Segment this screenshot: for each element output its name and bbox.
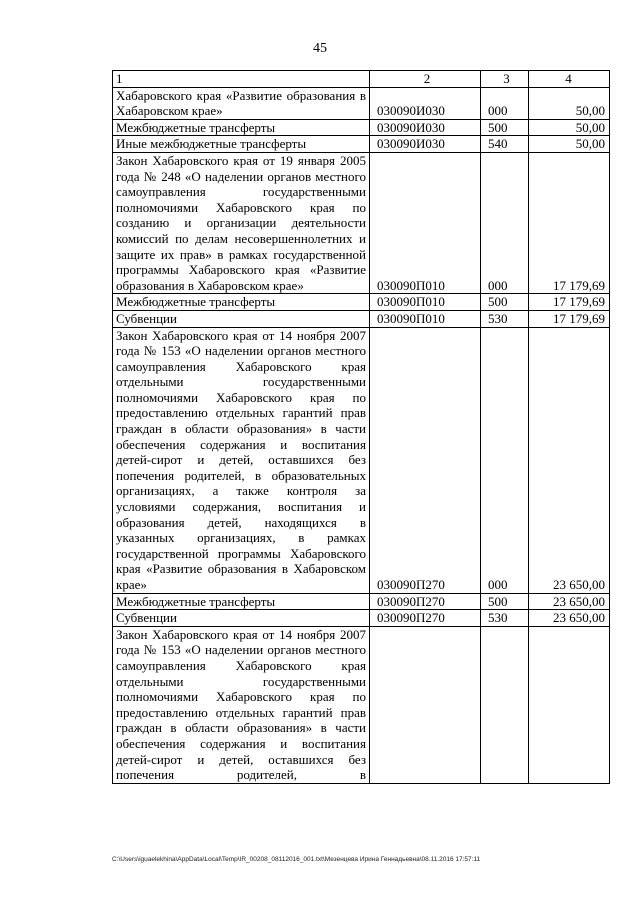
row-name: Закон Хабаровского края от 14 ноября 2007 года № 153 «О наделении органов местного самоуправления Хабаровского края отдельными государственными полномочиями Хабаровского края по предоставлению отдельных гарантий прав граждан в области образования» в части обеспечения содержания и воспитания детей-сирот и детей, оставшихся без попечения родителей, в xyxy=(113,626,370,783)
row-type: 000 xyxy=(481,327,529,593)
row-code: 030090П010 xyxy=(370,294,481,311)
row-amount: 50,00 xyxy=(529,119,610,136)
row-name: Закон Хабаровского края от 14 ноября 2007 года № 153 «О наделении органов местного самоуправления Хабаровского края отдельными государственными полномочиями Хабаровского края по предоставлению отдельных гарантий прав граждан в области образования» в части обеспечения содержания и воспитания детей-сирот и детей, оставшихся без попечения родителей, в образовательных организациях, а также контроля за условиями содержания, воспитания и образования детей, находящихся в указанных организациях, в рамках государственной программы Хабаровского края «Развитие образования в Хабаровском крае» xyxy=(113,327,370,593)
row-amount: 17 179,69 xyxy=(529,310,610,327)
row-name: Межбюджетные трансферты xyxy=(113,593,370,610)
row-name: Межбюджетные трансферты xyxy=(113,119,370,136)
table-row xyxy=(113,593,610,610)
table-row xyxy=(113,119,610,136)
row-name: Межбюджетные трансферты xyxy=(113,294,370,311)
row-amount: 50,00 xyxy=(529,136,610,153)
row-amount: 17 179,69 xyxy=(529,294,610,311)
row-name: Закон Хабаровского края от 19 января 2005 года № 248 «О наделении органов местного самоуправления государственными полномочиями Хабаровского края по созданию и организации деятельности комиссий по делам несовершеннолетних и защите их прав» в рамках государственной программы Хабаровского края «Развитие образования в Хабаровском крае» xyxy=(113,152,370,293)
row-code: 030090П010 xyxy=(370,310,481,327)
row-type: 000 xyxy=(481,152,529,293)
header-col-2: 2 xyxy=(370,71,481,88)
row-type: 530 xyxy=(481,610,529,627)
row-name: Субвенции xyxy=(113,610,370,627)
row-type: 530 xyxy=(481,310,529,327)
table-row xyxy=(113,136,610,153)
row-code: 030090П010 xyxy=(370,152,481,293)
row-code: 030090П270 xyxy=(370,593,481,610)
row-name: Хабаровского края «Развитие образования в Хабаровском крае» xyxy=(113,87,370,119)
table-row xyxy=(113,327,610,593)
row-type: 540 xyxy=(481,136,529,153)
row-amount: 17 179,69 xyxy=(529,152,610,293)
row-amount: 23 650,00 xyxy=(529,593,610,610)
budget-table xyxy=(112,70,610,784)
row-type: 000 xyxy=(481,87,529,119)
row-name: Иные межбюджетные трансферты xyxy=(113,136,370,153)
row-amount: 23 650,00 xyxy=(529,610,610,627)
header-col-4: 4 xyxy=(529,71,610,88)
row-type: 500 xyxy=(481,119,529,136)
row-code xyxy=(370,626,481,783)
row-code: 030090П270 xyxy=(370,610,481,627)
table-row xyxy=(113,310,610,327)
row-code: 030090И030 xyxy=(370,136,481,153)
table-row xyxy=(113,626,610,783)
footer-file-path: C:\Users\iguaelekhina\AppData\Local\Temp\IR_00208_08112016_001.txt\Мезенцева Ирина Геннадьевна\08.11.2016 17:57:11 xyxy=(112,856,481,863)
row-amount: 50,00 xyxy=(529,87,610,119)
table-row xyxy=(113,610,610,627)
row-code: 030090И030 xyxy=(370,87,481,119)
row-type xyxy=(481,626,529,783)
header-col-1: 1 xyxy=(113,71,370,88)
row-amount: 23 650,00 xyxy=(529,327,610,593)
table-row xyxy=(113,87,610,119)
row-name: Субвенции xyxy=(113,310,370,327)
row-type: 500 xyxy=(481,294,529,311)
row-type: 500 xyxy=(481,593,529,610)
table-header-row xyxy=(113,71,610,88)
row-code: 030090И030 xyxy=(370,119,481,136)
header-col-3: 3 xyxy=(481,71,529,88)
row-amount xyxy=(529,626,610,783)
row-code: 030090П270 xyxy=(370,327,481,593)
table-row xyxy=(113,152,610,293)
page-number: 45 xyxy=(313,41,327,56)
table-row xyxy=(113,294,610,311)
